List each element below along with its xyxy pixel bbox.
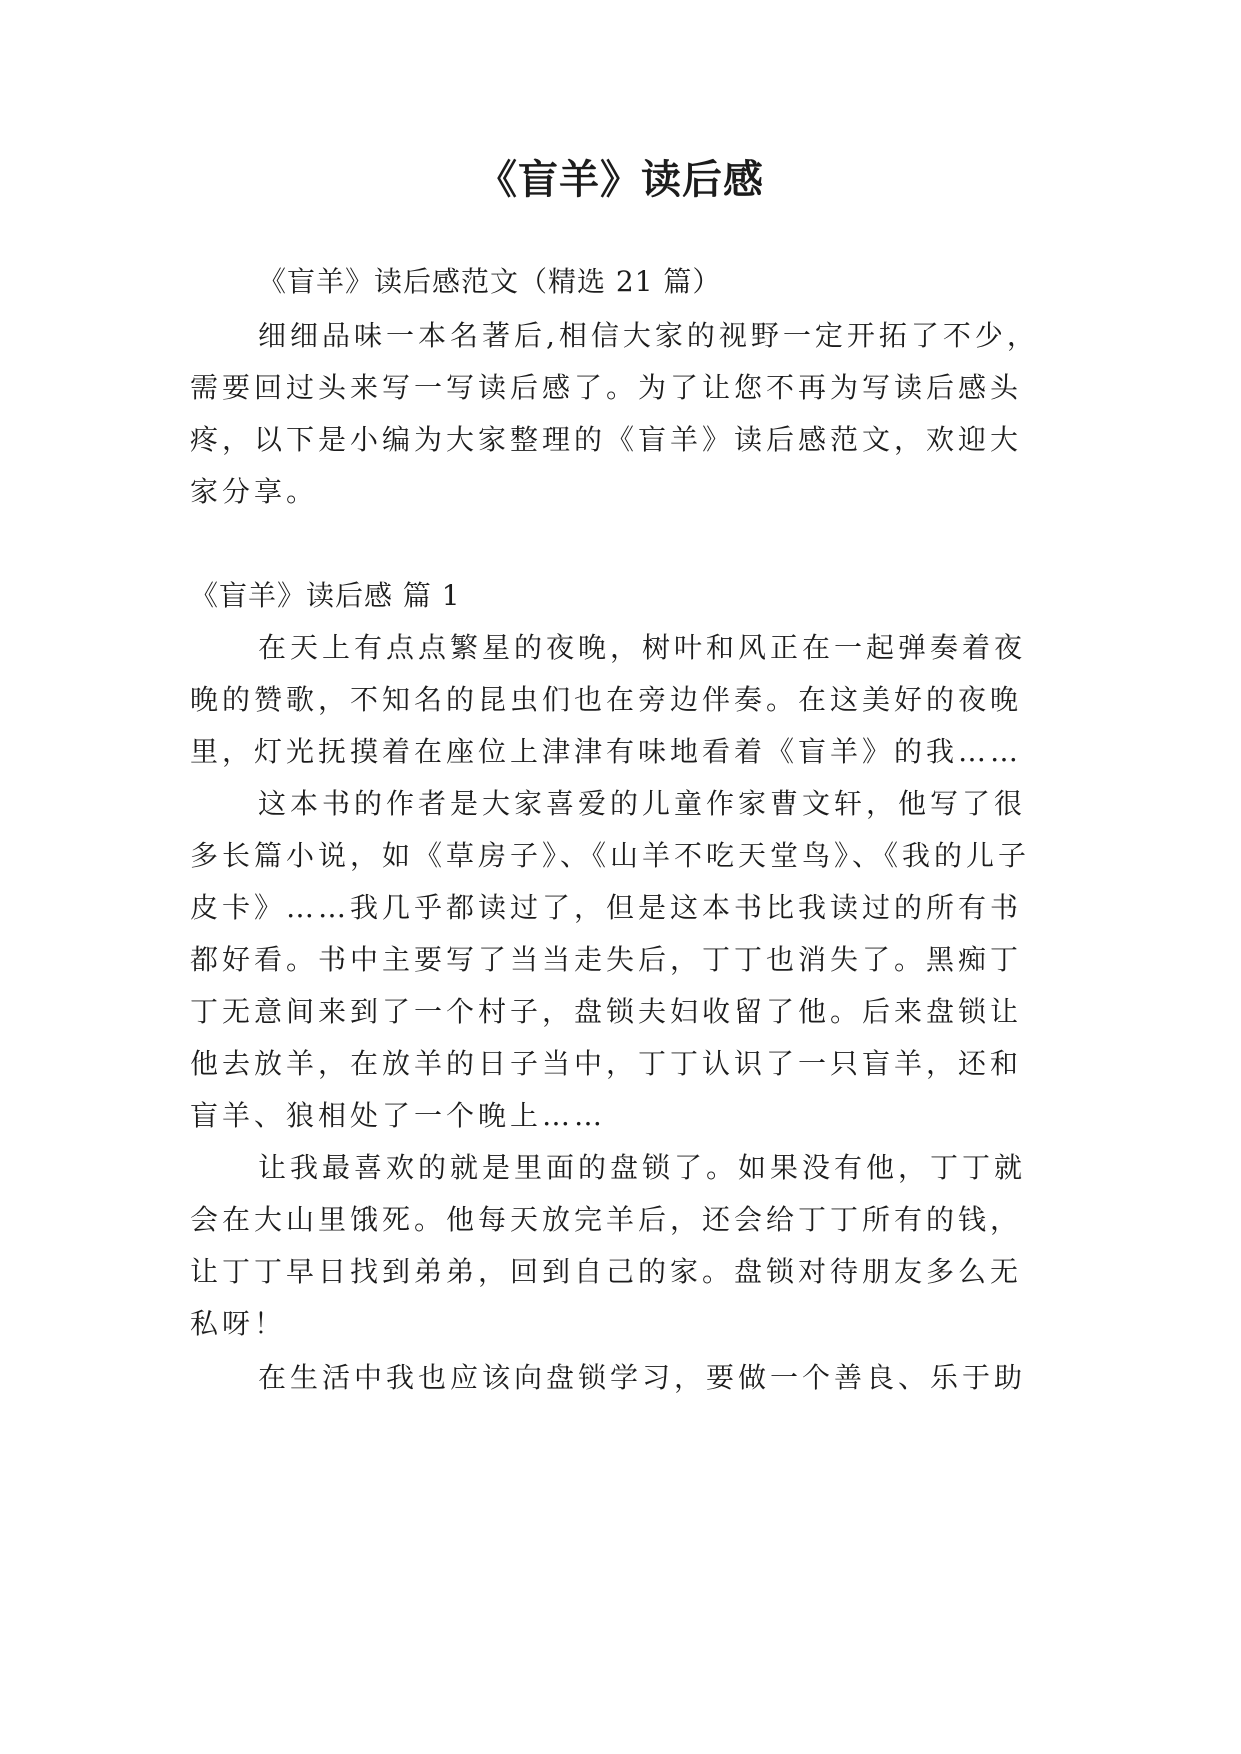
paragraph-line: 在生活中我也应该向盘锁学习，要做一个善良、乐于助 (258, 1361, 1027, 1394)
document-title: 《盲羊》读后感 (477, 157, 764, 203)
paragraph-line: 让丁丁早日找到弟弟，回到自己的家。盘锁对待朋友多么无 (190, 1255, 1023, 1288)
paragraph-line: 在天上有点点繁星的夜晚，树叶和风正在一起弹奏着夜 (258, 631, 1027, 664)
intro-line: 需要回过头来写一写读后感了。为了让您不再为写读后感头 (190, 371, 1023, 404)
paragraph-line: 皮卡》……我几乎都读过了，但是这本书比我读过的所有书 (190, 891, 1023, 924)
paragraph-line: 丁无意间来到了一个村子，盘锁夫妇收留了他。后来盘锁让 (190, 995, 1023, 1028)
paragraph-line: 里，灯光抚摸着在座位上津津有味地看着《盲羊》的我…… (190, 735, 1023, 768)
paragraph-line: 都好看。书中主要写了当当走失后，丁丁也消失了。黑痴丁 (190, 943, 1023, 976)
intro-line: 疼，以下是小编为大家整理的《盲羊》读后感范文，欢迎大 (190, 423, 1023, 456)
document-subtitle: 《盲羊》读后感范文（精选 21 篇） (258, 265, 722, 298)
intro-line: 家分享。 (190, 475, 319, 508)
paragraph-line: 他去放羊，在放羊的日子当中，丁丁认识了一只盲羊，还和 (190, 1047, 1023, 1080)
paragraph-line: 私呀！ (190, 1307, 287, 1340)
section-heading: 《盲羊》读后感 篇 1 (190, 579, 461, 612)
paragraph-line: 让我最喜欢的就是里面的盘锁了。如果没有他，丁丁就 (258, 1151, 1027, 1184)
paragraph-line: 盲羊、狼相处了一个晚上…… (190, 1099, 607, 1132)
paragraph-line: 会在大山里饿死。他每天放完羊后，还会给丁丁所有的钱， (190, 1203, 1023, 1236)
paragraph-line: 多长篇小说，如《草房子》、《山羊不吃天堂鸟》、《我的儿子 (190, 839, 1031, 872)
intro-line: 细细品味一本名著后,相信大家的视野一定开拓了不少， (258, 319, 1039, 352)
paragraph-line: 这本书的作者是大家喜爱的儿童作家曹文轩，他写了很 (258, 787, 1027, 820)
paragraph-line: 晚的赞歌，不知名的昆虫们也在旁边伴奏。在这美好的夜晚 (190, 683, 1023, 716)
